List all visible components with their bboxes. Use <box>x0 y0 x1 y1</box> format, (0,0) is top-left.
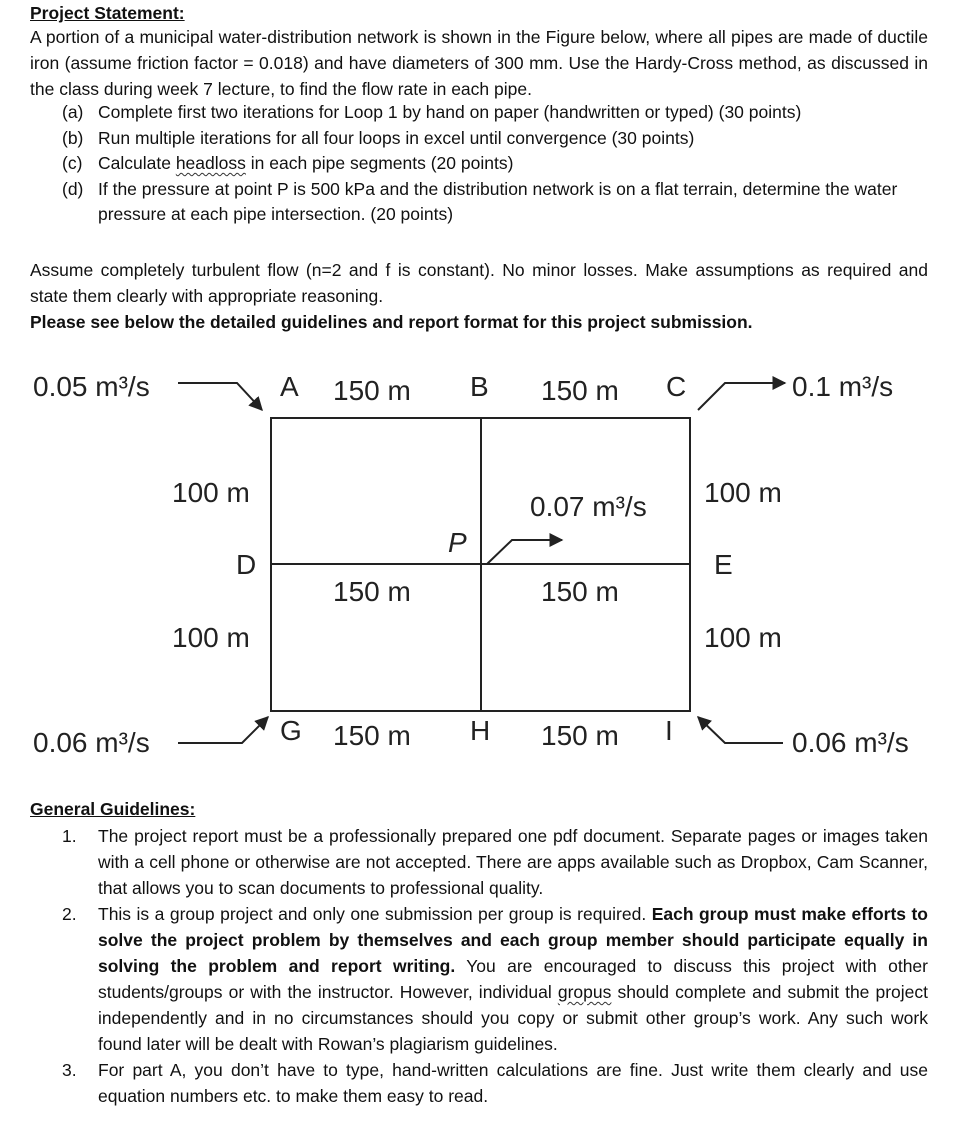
flow-label-g: 0.06 m³/s <box>33 727 150 758</box>
guidelines-list <box>62 823 928 1109</box>
length-dg: 100 m <box>172 622 250 653</box>
part-c <box>62 151 928 177</box>
guideline-text-bold: Each group must make efforts to solve the project problem by themselves and each group member should participate equally in solving the problem and report writing. <box>98 904 928 976</box>
guideline-item <box>62 901 928 1057</box>
part-b <box>62 126 928 152</box>
guideline-text-post: should complete and submit the project independently and in no circumstances should you copy or submit other group’s work. Any such work found later will be dealt with Rowan’s plagiarism guidelines. <box>98 982 929 1054</box>
length-pe: 150 m <box>541 576 619 607</box>
node-d: D <box>236 549 257 580</box>
flow-label-p: 0.07 m³/s <box>530 491 647 522</box>
part-text: If the pressure at point P is 500 kPa and the distribution network is on a flat terrain, determine the water pressure at each pipe intersection. (20 points) <box>98 178 898 224</box>
inflow-arrow-g <box>178 717 268 743</box>
length-gh: 150 m <box>333 720 411 751</box>
part-text: Complete first two iterations for Loop 1 by hand on paper (handwritten or typed) (30 points) <box>98 102 802 122</box>
guideline-text-pre: This is a group project and only one submission per group is required. <box>98 904 652 924</box>
parts-list <box>62 100 928 228</box>
node-a: A <box>280 371 299 402</box>
flow-label-c: 0.1 m³/s <box>792 371 894 402</box>
guideline-item <box>62 1057 928 1109</box>
part-label: (d) <box>62 178 84 199</box>
assumptions-paragraph: Assume completely turbulent flow (n=2 and f is constant). No minor losses. Make assumptions as required and state them clearly with appropriate reasoning. <box>30 260 928 306</box>
guideline-text: The project report must be a professionally prepared one pdf document. Separate pages or images taken with a cell phone or otherwise are not accepted. There are apps available such as Dropbox, Cam Scanner, that allows you to scan documents to professional quality. <box>98 826 928 898</box>
part-text-pre: Calculate <box>98 153 176 173</box>
guideline-text: For part A, you don’t have to type, hand-written calculations are fine. Just write them clearly and use equation numbers etc. to make them easy to read. <box>98 1060 928 1106</box>
part-label: (a) <box>62 102 84 122</box>
outflow-arrow-p <box>487 540 562 564</box>
node-p: P <box>448 527 467 558</box>
node-i: I <box>665 715 673 746</box>
length-ad: 100 m <box>172 477 250 508</box>
flow-label-i: 0.06 m³/s <box>792 727 909 758</box>
part-d <box>62 177 928 228</box>
length-ei: 100 m <box>704 622 782 653</box>
node-h: H <box>470 715 491 746</box>
spellcheck-word: headloss <box>175 153 246 173</box>
inflow-arrow-a <box>178 383 262 410</box>
flow-label-a: 0.05 m³/s <box>33 371 150 402</box>
project-statement-heading: Project Statement: <box>30 3 185 23</box>
node-b: B <box>470 371 489 402</box>
intro-paragraph: A portion of a municipal water-distribution network is shown in the Figure below, where all pipes are made of ductile iron (assume friction factor = 0.018) and have diameters of 300 mm. Use the Hardy-Cross method, as discussed in the class during week 7 lecture, to find the flow rate in each pipe. <box>30 27 928 99</box>
node-g: G <box>280 715 302 746</box>
guideline-item <box>62 823 928 901</box>
length-bc: 150 m <box>541 375 619 406</box>
guideline-text-mid: You are encouraged to discuss this project with other students/groups or with the instructor. However, individual <box>98 956 928 1002</box>
node-c: C <box>666 371 687 402</box>
see-below-note: Please see below the detailed guidelines and report format for this project submission. <box>30 312 753 332</box>
outflow-arrow-c <box>698 383 785 410</box>
spellcheck-word: gropus <box>557 982 612 1002</box>
guideline-number: 1. <box>62 826 77 846</box>
length-ab: 150 m <box>333 375 411 406</box>
inflow-arrow-i <box>698 717 783 743</box>
part-label: (b) <box>62 127 84 148</box>
node-e: E <box>714 549 733 580</box>
part-text-post: in each pipe segments (20 points) <box>245 153 514 173</box>
length-cf: 100 m <box>704 477 782 508</box>
part-a <box>62 100 928 126</box>
length-dp: 150 m <box>333 576 411 607</box>
part-text: Run multiple iterations for all four loops in excel until convergence (30 points) <box>98 127 695 148</box>
length-hi: 150 m <box>541 720 619 751</box>
pipe-network-diagram <box>0 352 955 762</box>
part-label: (c) <box>62 153 83 173</box>
guideline-number: 2. <box>62 904 77 924</box>
guidelines-heading: General Guidelines: <box>30 799 196 819</box>
guideline-number: 3. <box>62 1060 77 1080</box>
